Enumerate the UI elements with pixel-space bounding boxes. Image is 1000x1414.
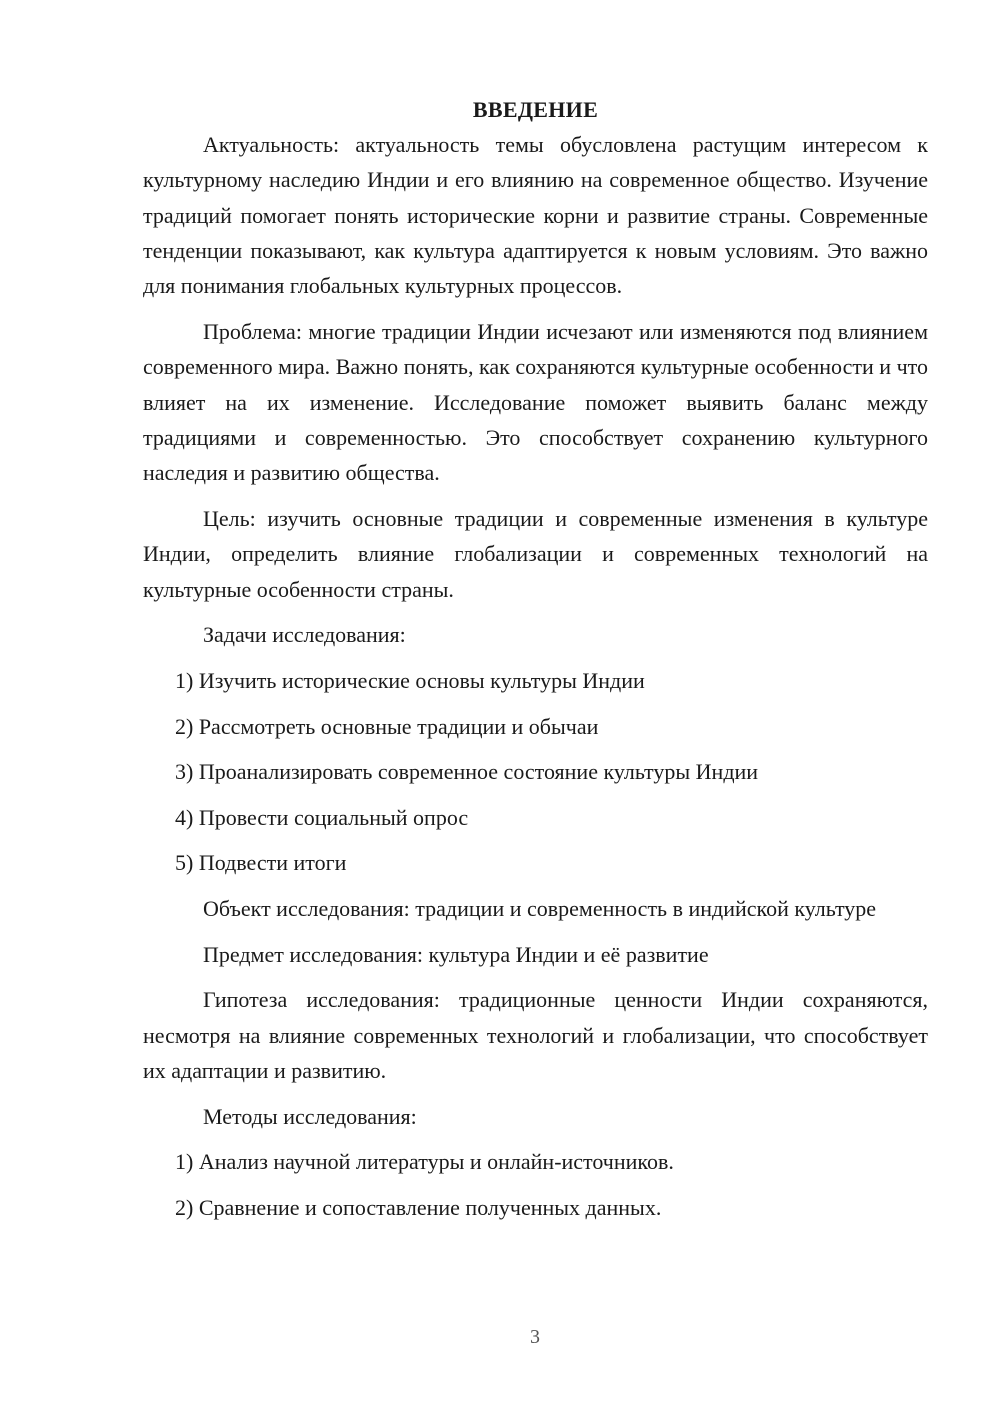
page-title: ВВЕДЕНИЕ <box>472 97 599 122</box>
page-number: 3 <box>530 1326 540 1348</box>
task-item: 2) Рассмотреть основные традиции и обычаи <box>175 713 599 739</box>
relevance-paragraph: Актуальность: актуальность темы обусловлена растущим интересом к культурному наследию Индии и его влиянию на современное общество. Изучение традиций помогает понять исторические корни и развитие страны. Современные тенденции показывают, как культура адаптируется к новым условиям. Это важно для понимания глобальных культурных процессов. <box>143 132 928 299</box>
task-item: 5) Подвести итоги <box>175 850 347 876</box>
document-page <box>143 92 928 1235</box>
methods-heading: Методы исследования: <box>203 1103 417 1129</box>
method-item: 2) Сравнение и сопоставление полученных данных. <box>175 1194 662 1220</box>
task-item: 1) Изучить исторические основы культуры Индии <box>175 667 645 693</box>
subject-line: Предмет исследования: культура Индии и её развитие <box>203 941 709 967</box>
object-paragraph: Объект исследования: традиции и современность в индийской культуре <box>203 895 877 921</box>
goal-paragraph: Цель: изучить основные традиции и современные изменения в культуре Индии, определить влияние глобализации и современных технологий на культурные особенности страны. <box>143 505 928 602</box>
problem-paragraph: Проблема: многие традиции Индии исчезают или изменяются под влиянием современного мира. Важно понять, как сохраняются культурные особенности и что влияет на их изменение. Исследование поможет выявить баланс между традициями и современностью. Это способствует сохранению культурного наследия и развитию общества. <box>143 318 928 486</box>
task-item: 3) Проанализировать современное состояние культуры Индии <box>175 759 759 785</box>
hypothesis-paragraph: Гипотеза исследования: традиционные ценности Индии сохраняются, несмотря на влияние современных технологий и глобализации, что способствует их адаптации и развитию. <box>143 987 928 1083</box>
method-item: 1) Анализ научной литературы и онлайн-источников. <box>175 1149 674 1175</box>
task-item: 4) Провести социальный опрос <box>175 804 469 830</box>
tasks-heading: Задачи исследования: <box>203 622 406 648</box>
